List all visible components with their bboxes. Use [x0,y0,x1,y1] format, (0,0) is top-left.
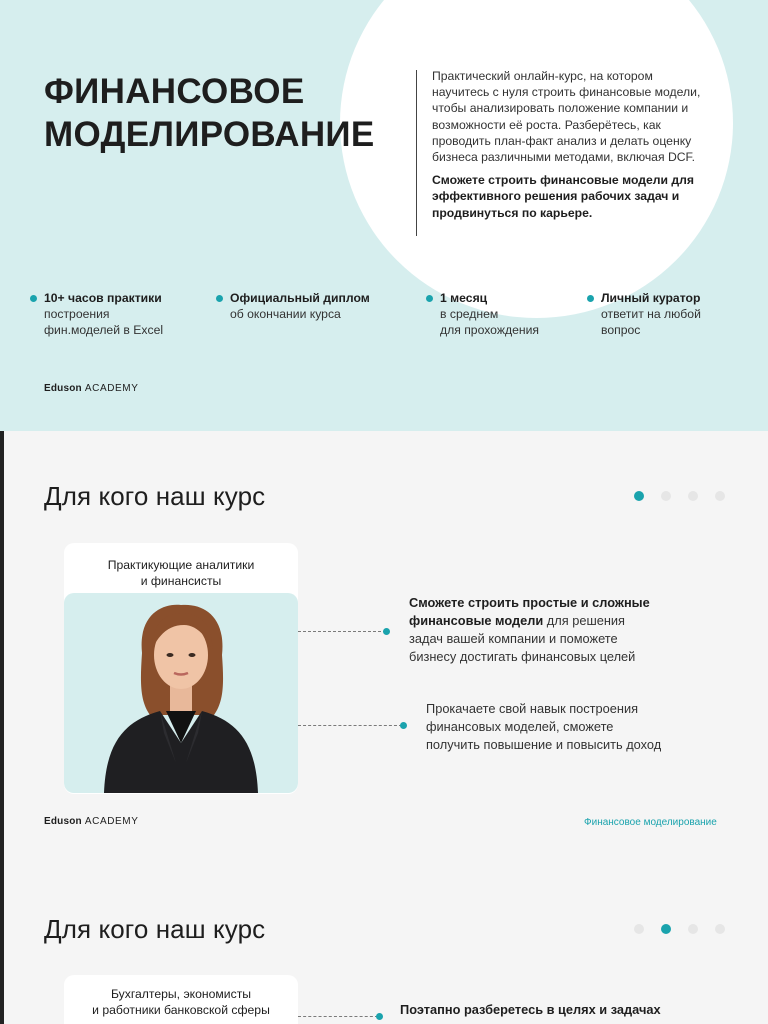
brand-suffix: ACADEMY [84,383,139,394]
slide-title: Для кого наш курс [44,914,266,944]
benefit-1 [409,594,709,666]
audience-slide-2 [4,869,768,1024]
audience-card-label-line: Бухгалтеры, экономисты [110,987,252,1001]
hero-description-block [432,68,707,221]
slide-title: Для кого наш курс [44,481,266,511]
benefit-2-text: Прокачаете свой навык построения [426,701,639,716]
audience-card [64,975,298,1024]
feature-curator [601,290,701,339]
audience-card-label [64,543,298,589]
benefit-2-text: получить повышение и повысить доход [426,737,662,752]
feature-title: 10+ часов практики [44,291,162,305]
feature-text: в среднем [440,307,499,322]
features-row [0,290,768,350]
pager-dot-1[interactable] [634,491,644,501]
hero-title-line-1: ФИНАНСОВОЕ [44,72,305,111]
feature-practice [44,290,163,339]
connector-line [298,725,402,727]
feature-title: Официальный диплом [230,291,370,305]
course-name-footer: Финансовое моделирование [584,817,717,828]
audience-card-label-line: Практикующие аналитики [107,558,255,572]
connector-dot-icon [383,628,390,635]
brand-name: Eduson [44,816,82,827]
feature-text: построения [44,307,110,322]
benefit-1 [400,1001,720,1019]
connector-line [298,1016,378,1018]
pager-dot-2[interactable] [661,924,671,934]
hero-highlight: Сможете строить финансовые модели для эффективного решения рабочих задач и продвинуться по карьере. [432,173,694,220]
feature-duration [440,290,539,339]
slide-pager [634,924,725,934]
hero-divider [416,70,417,236]
benefit-2 [426,700,726,754]
benefit-1-text: для решения [543,613,625,628]
bullet-dot-icon [587,295,594,302]
pager-dot-3[interactable] [688,924,698,934]
audience-card [64,543,298,794]
bullet-dot-icon [426,295,433,302]
brand-logo [44,816,139,827]
benefit-1-bold-2: финансовые модели [409,613,544,628]
feature-title: 1 месяц [440,291,488,305]
benefit-2-text: финансовых моделей, сможете [426,719,614,734]
benefit-1-text: бизнесу достигать финансовых целей [409,649,636,664]
pager-dot-4[interactable] [715,924,725,934]
person-portrait-illustration [64,593,298,793]
brand-logo [44,383,139,394]
feature-diploma [230,290,370,322]
hero-section [0,0,768,431]
benefit-1-text: задач вашей компании и поможете [409,631,618,646]
bullet-dot-icon [30,295,37,302]
pager-dot-1[interactable] [634,924,644,934]
slide-pager [634,491,725,501]
audience-card-label [64,975,298,1018]
connector-line [298,631,386,633]
audience-card-label-line: и работники банковской сферы [92,1002,270,1017]
connector-dot-icon [376,1013,383,1020]
connector-dot-icon [400,722,407,729]
pager-dot-2[interactable] [661,491,671,501]
benefit-1-bold: Сможете строить простые и сложные [409,595,650,610]
pager-dot-4[interactable] [715,491,725,501]
audience-photo [64,593,298,793]
feature-text: ответит на любой [601,307,701,322]
brand-suffix: ACADEMY [84,816,139,827]
hero-title-line-2: МОДЕЛИРОВАНИЕ [44,115,375,154]
feature-text: об окончании курса [230,307,341,322]
feature-text: вопрос [601,323,641,338]
feature-text: для прохождения [440,323,540,338]
feature-text: фин.моделей в Excel [44,323,164,338]
audience-slide-1 [4,431,768,869]
feature-title: Личный куратор [601,291,701,305]
brand-name: Eduson [44,383,82,394]
benefit-1-bold: Поэтапно разберетесь в целях и задачах [400,1002,661,1017]
hero-title [44,70,375,156]
audience-card-label-line: и финансисты [140,573,222,588]
pager-dot-3[interactable] [688,491,698,501]
bullet-dot-icon [216,295,223,302]
hero-description: Практический онлайн-курс, на котором научитесь с нуля строить финансовые модели, чтобы анализировать положение компании и возможности её роста. Разберётесь, как проводить план-факт анализ и делать оценку бизнеса различными методами, включая DCF. [432,69,701,165]
